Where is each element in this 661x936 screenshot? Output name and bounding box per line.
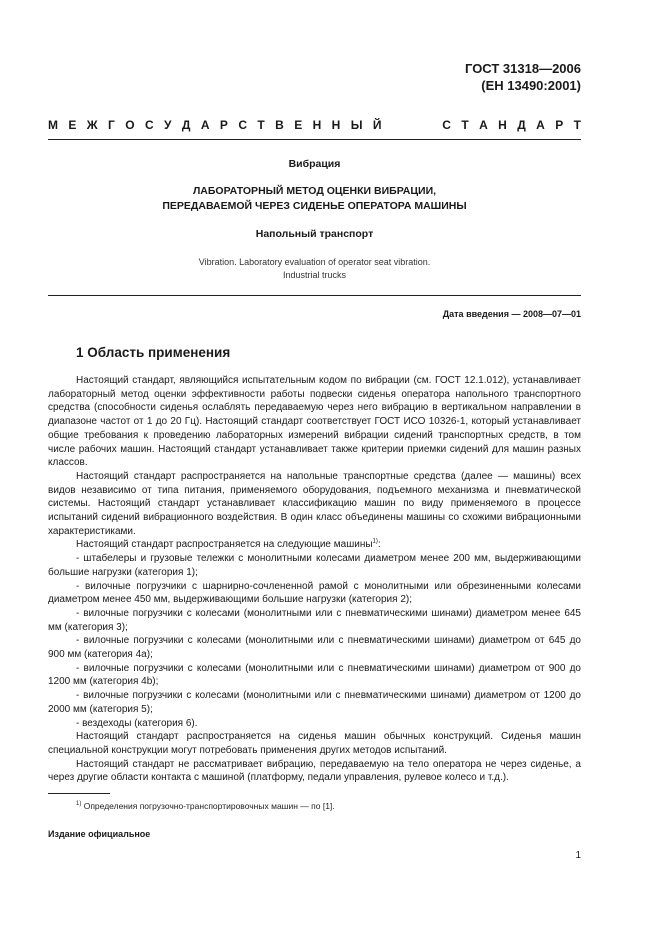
introduction-date: Дата введения — 2008—07—01 [442,309,581,319]
banner-letter: В [275,118,284,132]
banner-letter: Ж [86,118,98,132]
title-divider [48,295,581,296]
banner-letter: О [125,118,135,132]
banner-letter: Й [372,118,382,132]
section-heading: 1 Область применения [76,345,231,360]
banner-letter: Р [555,118,564,132]
english-title-line-2: Industrial trucks [282,270,347,280]
english-title-line-1: Vibration. Laboratory evaluation of operator seat vibration. [198,257,431,267]
interstate-standard-banner [48,118,581,132]
paragraph [48,538,581,552]
topic-heading: Вибрация [288,158,341,170]
footnote-text: Определения погрузочно-транспортировочных машин — по [1]. [83,801,335,811]
list-item: - вилочные погрузчики с колесами (монолитными или с пневматическими шинами) диаметром от 645 до 900 мм (категория 4a); [48,635,581,661]
page-number: 1 [575,850,581,861]
en-number: (ЕН 13490:2001) [481,78,581,93]
list-item: - вилочные погрузчики с шарнирно-сочлененной рамой с монолитными или обрезиненными колесами диаметром менее 450 мм, выдерживающими большие нагрузки (категория 2); [48,580,581,606]
list-item: - вилочные погрузчики с колесами (монолитными или с пневматическими шинами) диаметром менее 645 мм (категория 3); [48,607,581,633]
banner-letter: С [144,118,154,132]
banner-letter: Т [257,118,265,132]
subtitle: Напольный транспорт [255,228,374,240]
banner-letter: С [238,118,247,132]
banner-letter: А [536,118,545,132]
paragraph-text-end: : [377,539,381,551]
banner-letter: Н [312,118,322,132]
banner-letter: Р [219,118,228,132]
banner-letter: С [442,118,451,132]
title-line-1: ЛАБОРАТОРНЫЙ МЕТОД ОЦЕНКИ ВИБРАЦИИ, [192,185,437,197]
banner-letter: Н [331,118,341,132]
paragraph-text: Настоящий стандарт распространяется на следующие машины [76,539,373,551]
footnote-reference: 1) [372,539,378,546]
banner-letter: Н [498,118,507,132]
banner-letter: Д [517,118,526,132]
banner-letter: А [200,118,210,132]
banner-letter: Д [181,118,191,132]
banner-letter: Г [108,118,115,132]
banner-letter: Е [294,118,303,132]
footnote-marker: 1) [76,801,82,808]
list-item: - вездеходы (категория 6). [76,717,198,729]
gost-number: ГОСТ 31318—2006 [465,61,581,76]
banner-letter: Т [573,118,581,132]
list-item: - вилочные погрузчики с колесами (монолитными или с пневматическими шинами) диаметром от 1200 до 2000 мм (категория 5); [48,690,581,715]
banner-word-gap [392,118,432,132]
standard-number-block [465,60,581,94]
section-body [48,374,581,785]
official-edition-label: Издание официальное [48,829,151,839]
list-item: - штабелеры и грузовые тележки с монолитными колесами диаметром менее 200 мм, выдерживающими большие нагрузки (категория 1); [48,553,581,578]
paragraph: Настоящий стандарт распространяется на напольные транспортные средства (далее — машины) всех видов независимо от типа питания, применяемого оборудования, подъемного механизма и пневматической системы. Настоящий стандарт устанавливает классификацию машин по виду применяемого в процессе испытаний сидений вибрационного воздействия. В один класс объединены машины со схожими вибрационными характеристиками. [48,470,581,537]
banner-divider [48,139,581,140]
title-line-2: ПЕРЕДАВАЕМОЙ ЧЕРЕЗ СИДЕНЬЕ ОПЕРАТОРА МАШИНЫ [162,200,467,212]
footnote-divider [48,793,110,794]
paragraph: Настоящий стандарт распространяется на сиденья машин обычных конструкций. Сиденья машин специальной конструкции могут потребовать применения других методов испытаний. [48,731,581,756]
banner-letter: Т [461,118,469,132]
footnote [76,801,335,811]
banner-letter: М [48,118,58,132]
paragraph: Настоящий стандарт не рассматривает вибрацию, передаваемую на тело оператора не через сиденье, а через другие области контакта с машиной (платформу, педали управления, рулевое колесо и т.д.). [48,758,581,784]
banner-letter: А [479,118,488,132]
paragraph: Настоящий стандарт, являющийся испытательным кодом по вибрации (см. ГОСТ 12.1.012), устанавливает лабораторный метод оценки эффективности работы подвески сиденья оператора напольного транспортного средства (способности сиденья ослаблять передаваемую через него вибрацию в вертикальном направлении в диапазоне частот от 1 до 20 Гц). Настоящий стандарт соответствует ГОСТ ИСО 10326-1, который устанавливает общие требования к проведению лабораторных измерений вибрации сидений транспортных средств, в том числе рабочих машин. Настоящий стандарт устанавливает также критерии приемки сидений для машин разных классов. [48,375,581,469]
banner-letter: Ы [350,118,363,132]
banner-letter: У [164,118,172,132]
banner-letter: Е [68,118,77,132]
list-item: - вилочные погрузчики с колесами (монолитными или с пневматическими шинами) диаметром от 900 до 1200 мм (категория 4b); [48,662,581,688]
